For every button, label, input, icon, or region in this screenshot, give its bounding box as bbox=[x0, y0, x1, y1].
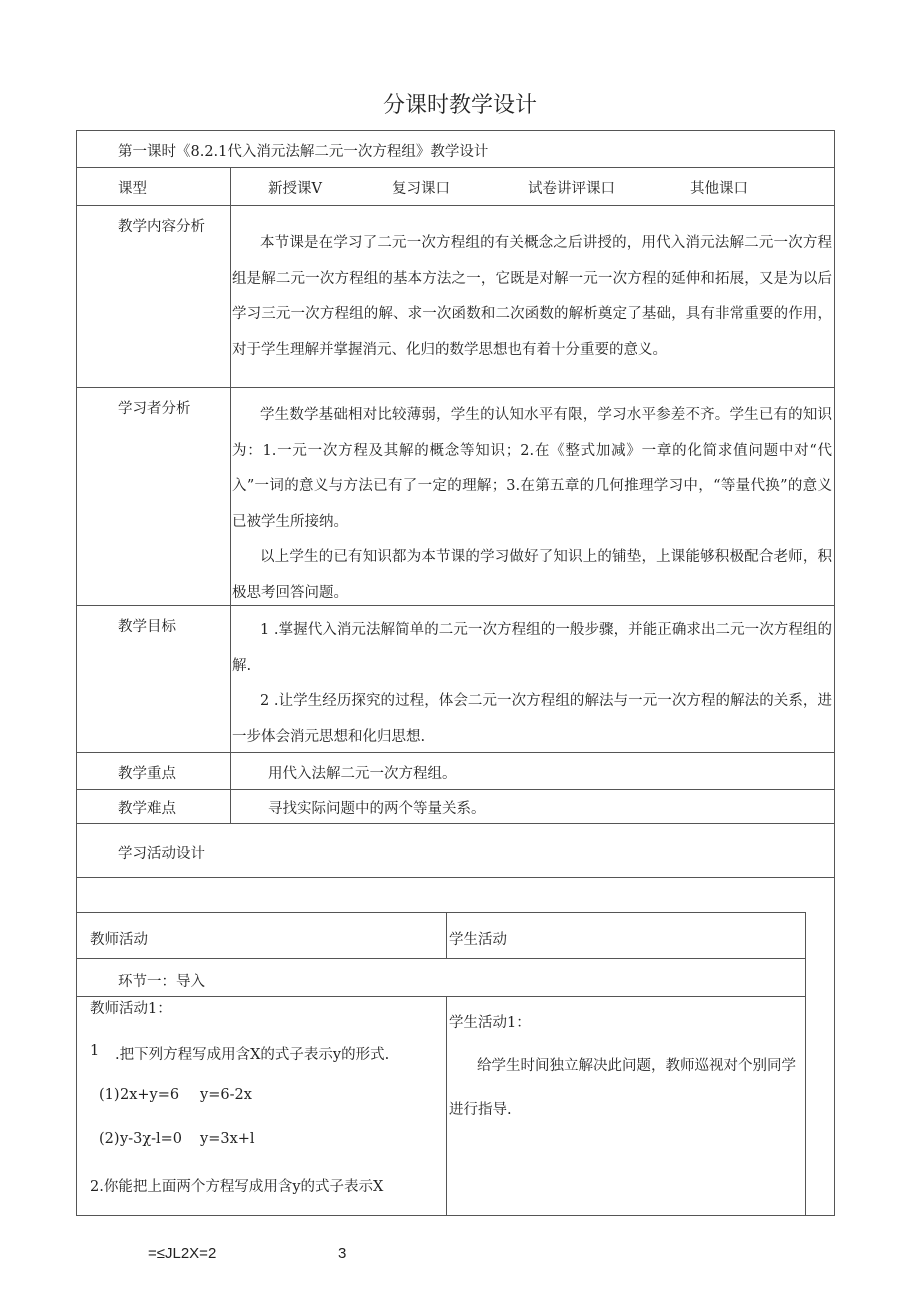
row-divider bbox=[76, 387, 835, 388]
question-number: 1 bbox=[90, 1043, 100, 1059]
row-divider bbox=[76, 167, 835, 168]
row-divider bbox=[76, 912, 806, 913]
type-option-other[interactable]: 其他课口 bbox=[690, 181, 748, 197]
equation-2-number: (2) bbox=[99, 1131, 120, 1147]
goal-item: 2 .让学生经历探究的过程，体会二元一次方程组的解法与一元一次方程的解法的关系，进一步体会消元思想和化归思想. bbox=[232, 693, 832, 745]
stage-label: 环节一：导入 bbox=[118, 974, 205, 990]
lesson-title: 第一课时《8.2.1代入消元法解二元一次方程组》教学设计 bbox=[118, 144, 489, 160]
equation-2-answer: y=3x+l bbox=[200, 1131, 255, 1147]
row-divider bbox=[76, 958, 806, 959]
learner-analysis-paragraph: 以上学生的已有知识都为本节课的学习做好了知识上的铺垫，上课能够积极配合老师，积极思考回答问题。 bbox=[232, 549, 832, 601]
table-border bbox=[76, 130, 835, 131]
column-divider bbox=[805, 912, 806, 1216]
type-option-new[interactable]: 新授课V bbox=[268, 181, 322, 197]
equation-1: 2x+y=6 bbox=[120, 1087, 180, 1103]
question-1: .把下列方程写成用含X的式子表示y的形式. bbox=[115, 1047, 390, 1063]
difficulty-label: 教学难点 bbox=[118, 801, 176, 817]
column-divider bbox=[446, 996, 447, 1216]
goals-label: 教学目标 bbox=[118, 619, 176, 635]
row-divider bbox=[76, 789, 835, 790]
question-2: 2.你能把上面两个方程写成用含y的式子表示X bbox=[90, 1179, 384, 1195]
row-divider bbox=[76, 877, 835, 878]
type-option-review[interactable]: 复习课口 bbox=[392, 181, 450, 197]
row-divider bbox=[76, 205, 835, 206]
table-border bbox=[834, 130, 835, 1216]
key-point-text: 用代入法解二元一次方程组。 bbox=[268, 766, 457, 782]
student-activity-header: 学生活动 bbox=[449, 932, 507, 948]
activity-design-label: 学习活动设计 bbox=[118, 846, 205, 862]
type-label: 课型 bbox=[118, 181, 147, 197]
key-point-label: 教学重点 bbox=[118, 766, 176, 782]
row-divider bbox=[76, 996, 806, 997]
teacher-activity-title: 教师活动1： bbox=[90, 1001, 172, 1017]
learner-analysis-label: 学习者分析 bbox=[118, 401, 191, 417]
content-analysis-label: 教学内容分析 bbox=[118, 219, 205, 235]
equation-2: y-3χ-l=0 bbox=[120, 1131, 183, 1147]
content-analysis-text: 本节课是在学习了二元一次方程组的有关概念之后讲授的，用代入消元法解二元一次方程组是解二元一次方程组的基本方法之一，它既是对解一元一次方程的延伸和拓展，又是为以后学习三元一次方程组的解、求一次函数和二次函数的解析奠定了基础，具有非常重要的作用，对于学生理解并掌握消元、化归的数学思想也有着十分重要的意义。 bbox=[232, 235, 832, 358]
column-divider bbox=[446, 912, 447, 958]
column-divider bbox=[230, 167, 231, 823]
student-activity-title: 学生活动1： bbox=[449, 1015, 531, 1031]
table-border bbox=[76, 130, 77, 1216]
footer-formula: =≤JL2X=2 bbox=[148, 1245, 217, 1262]
goal-item: 1 .掌握代入消元法解简单的二元一次方程组的一般步骤，并能正确求出二元一次方程组的解. bbox=[232, 622, 832, 674]
teacher-activity-header: 教师活动 bbox=[90, 932, 148, 948]
student-activity-text: 给学生时间独立解决此问题，教师巡视对个别同学进行指导. bbox=[449, 1058, 796, 1118]
table-border bbox=[76, 1215, 835, 1216]
equation-1-answer: y=6-2x bbox=[200, 1087, 252, 1103]
type-option-exam-review[interactable]: 试卷讲评课口 bbox=[528, 181, 615, 197]
page-title: 分课时教学设计 bbox=[382, 93, 537, 118]
row-divider bbox=[76, 823, 835, 824]
learner-analysis-paragraph: 学生数学基础相对比较薄弱，学生的认知水平有限，学习水平参差不齐。学生已有的知识为：1.一元一次方程及其解的概念等知识；2.在《整式加减》一章的化简求值问题中对“代入”一词的意义与方法已有了一定的理解；3.在第五章的几何推理学习中，“等量代换”的意义已被学生所接纳。 bbox=[232, 407, 832, 530]
equation-1-number: (1) bbox=[99, 1087, 120, 1103]
footer-number: 3 bbox=[338, 1245, 347, 1262]
difficulty-text: 寻找实际问题中的两个等量关系。 bbox=[268, 801, 486, 817]
